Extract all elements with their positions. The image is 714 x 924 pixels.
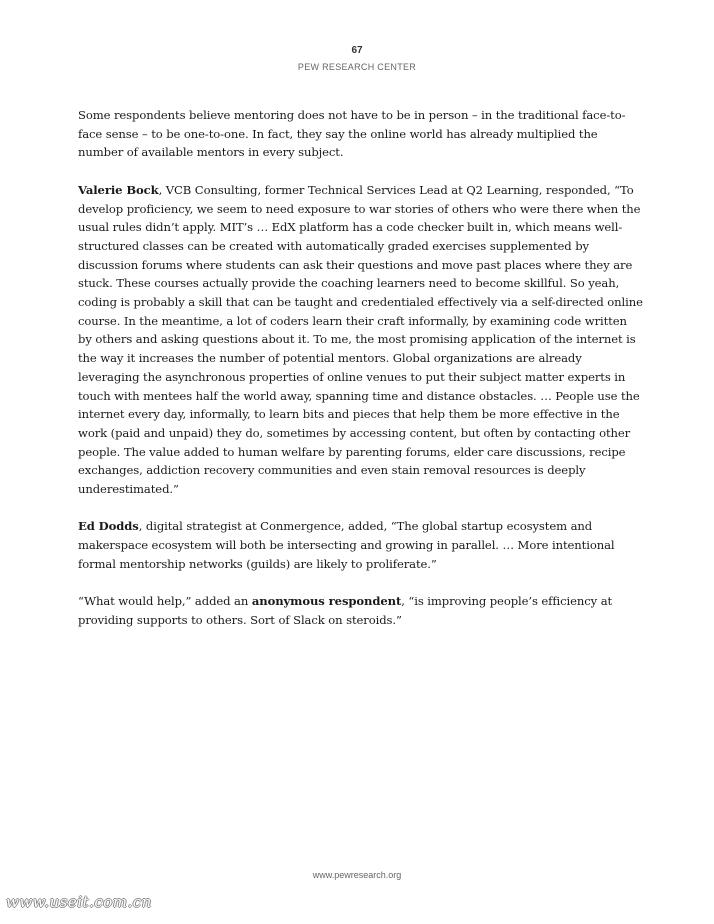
quote-text: , digital strategist at Conmergence, added, “The global startup ecosystem and makerspace ecosystem will both be intersecting and growing in parallel. … More intentional formal mentorship networks (guilds) are likely to proliferate.” bbox=[78, 519, 615, 571]
footer-url: www.pewresearch.org bbox=[312, 870, 402, 880]
intro-paragraph bbox=[78, 106, 643, 162]
page-number: 67 bbox=[351, 45, 363, 56]
quote-text-before: “What would help,” added an bbox=[78, 594, 252, 609]
quote-paragraph-anonymous bbox=[78, 592, 643, 629]
quote-paragraph-valerie-bock bbox=[78, 181, 643, 499]
respondent-name: Valerie Bock bbox=[78, 182, 159, 197]
body-text bbox=[78, 106, 643, 648]
intro-text: Some respondents believe mentoring does not have to be in person – in the traditional face-to-face sense – to be one-to-one. In fact, they say the online world has already multiplied the number of available mentors in every subject. bbox=[78, 108, 626, 160]
running-header: PEW RESEARCH CENTER bbox=[297, 62, 417, 72]
quote-text-after: , “is improving people’s efficiency at providing supports to others. Sort of Slack on steroids.” bbox=[78, 594, 613, 627]
quote-text: , VCB Consulting, former Technical Services Lead at Q2 Learning, responded, “To develop proficiency, we seem to need exposure to war stories of others who were there when the usual rules didn’t apply. MIT’s … EdX platform has a code checker built in, which means well-structured classes can be created with automatically graded exercises supplemented by discussion forums where students can ask their questions and move past places where they are stuck. These courses actually provide the coaching learners need to become skillful. So yeah, coding is probably a skill that can be taught and credentialed effectively via a self-directed online course. In the meantime, a lot of coders learn their craft informally, by examining code written by others and asking questions about it. To me, the most promising application of the internet is the way it increases the number of potential mentors. Global organizations are already leveraging the asynchronous properties of online venues to put their subject matter experts in touch with mentees half the world away, spanning time and distance obstacles. … People use the internet every day, informally, to learn bits and pieces that help them be more effective in the work (paid and unpaid) they do, sometimes by accessing content, but often by contacting other people. The value added to human welfare by parenting forums, elder care discussions, recipe exchanges, addiction recovery communities and even stain removal resources is deeply underestimated.” bbox=[78, 182, 643, 497]
quote-paragraph-ed-dodds bbox=[78, 517, 643, 573]
respondent-name: anonymous respondent bbox=[251, 594, 402, 609]
respondent-name: Ed Dodds bbox=[78, 519, 139, 534]
watermark: www.useit.com.cn bbox=[6, 893, 152, 911]
